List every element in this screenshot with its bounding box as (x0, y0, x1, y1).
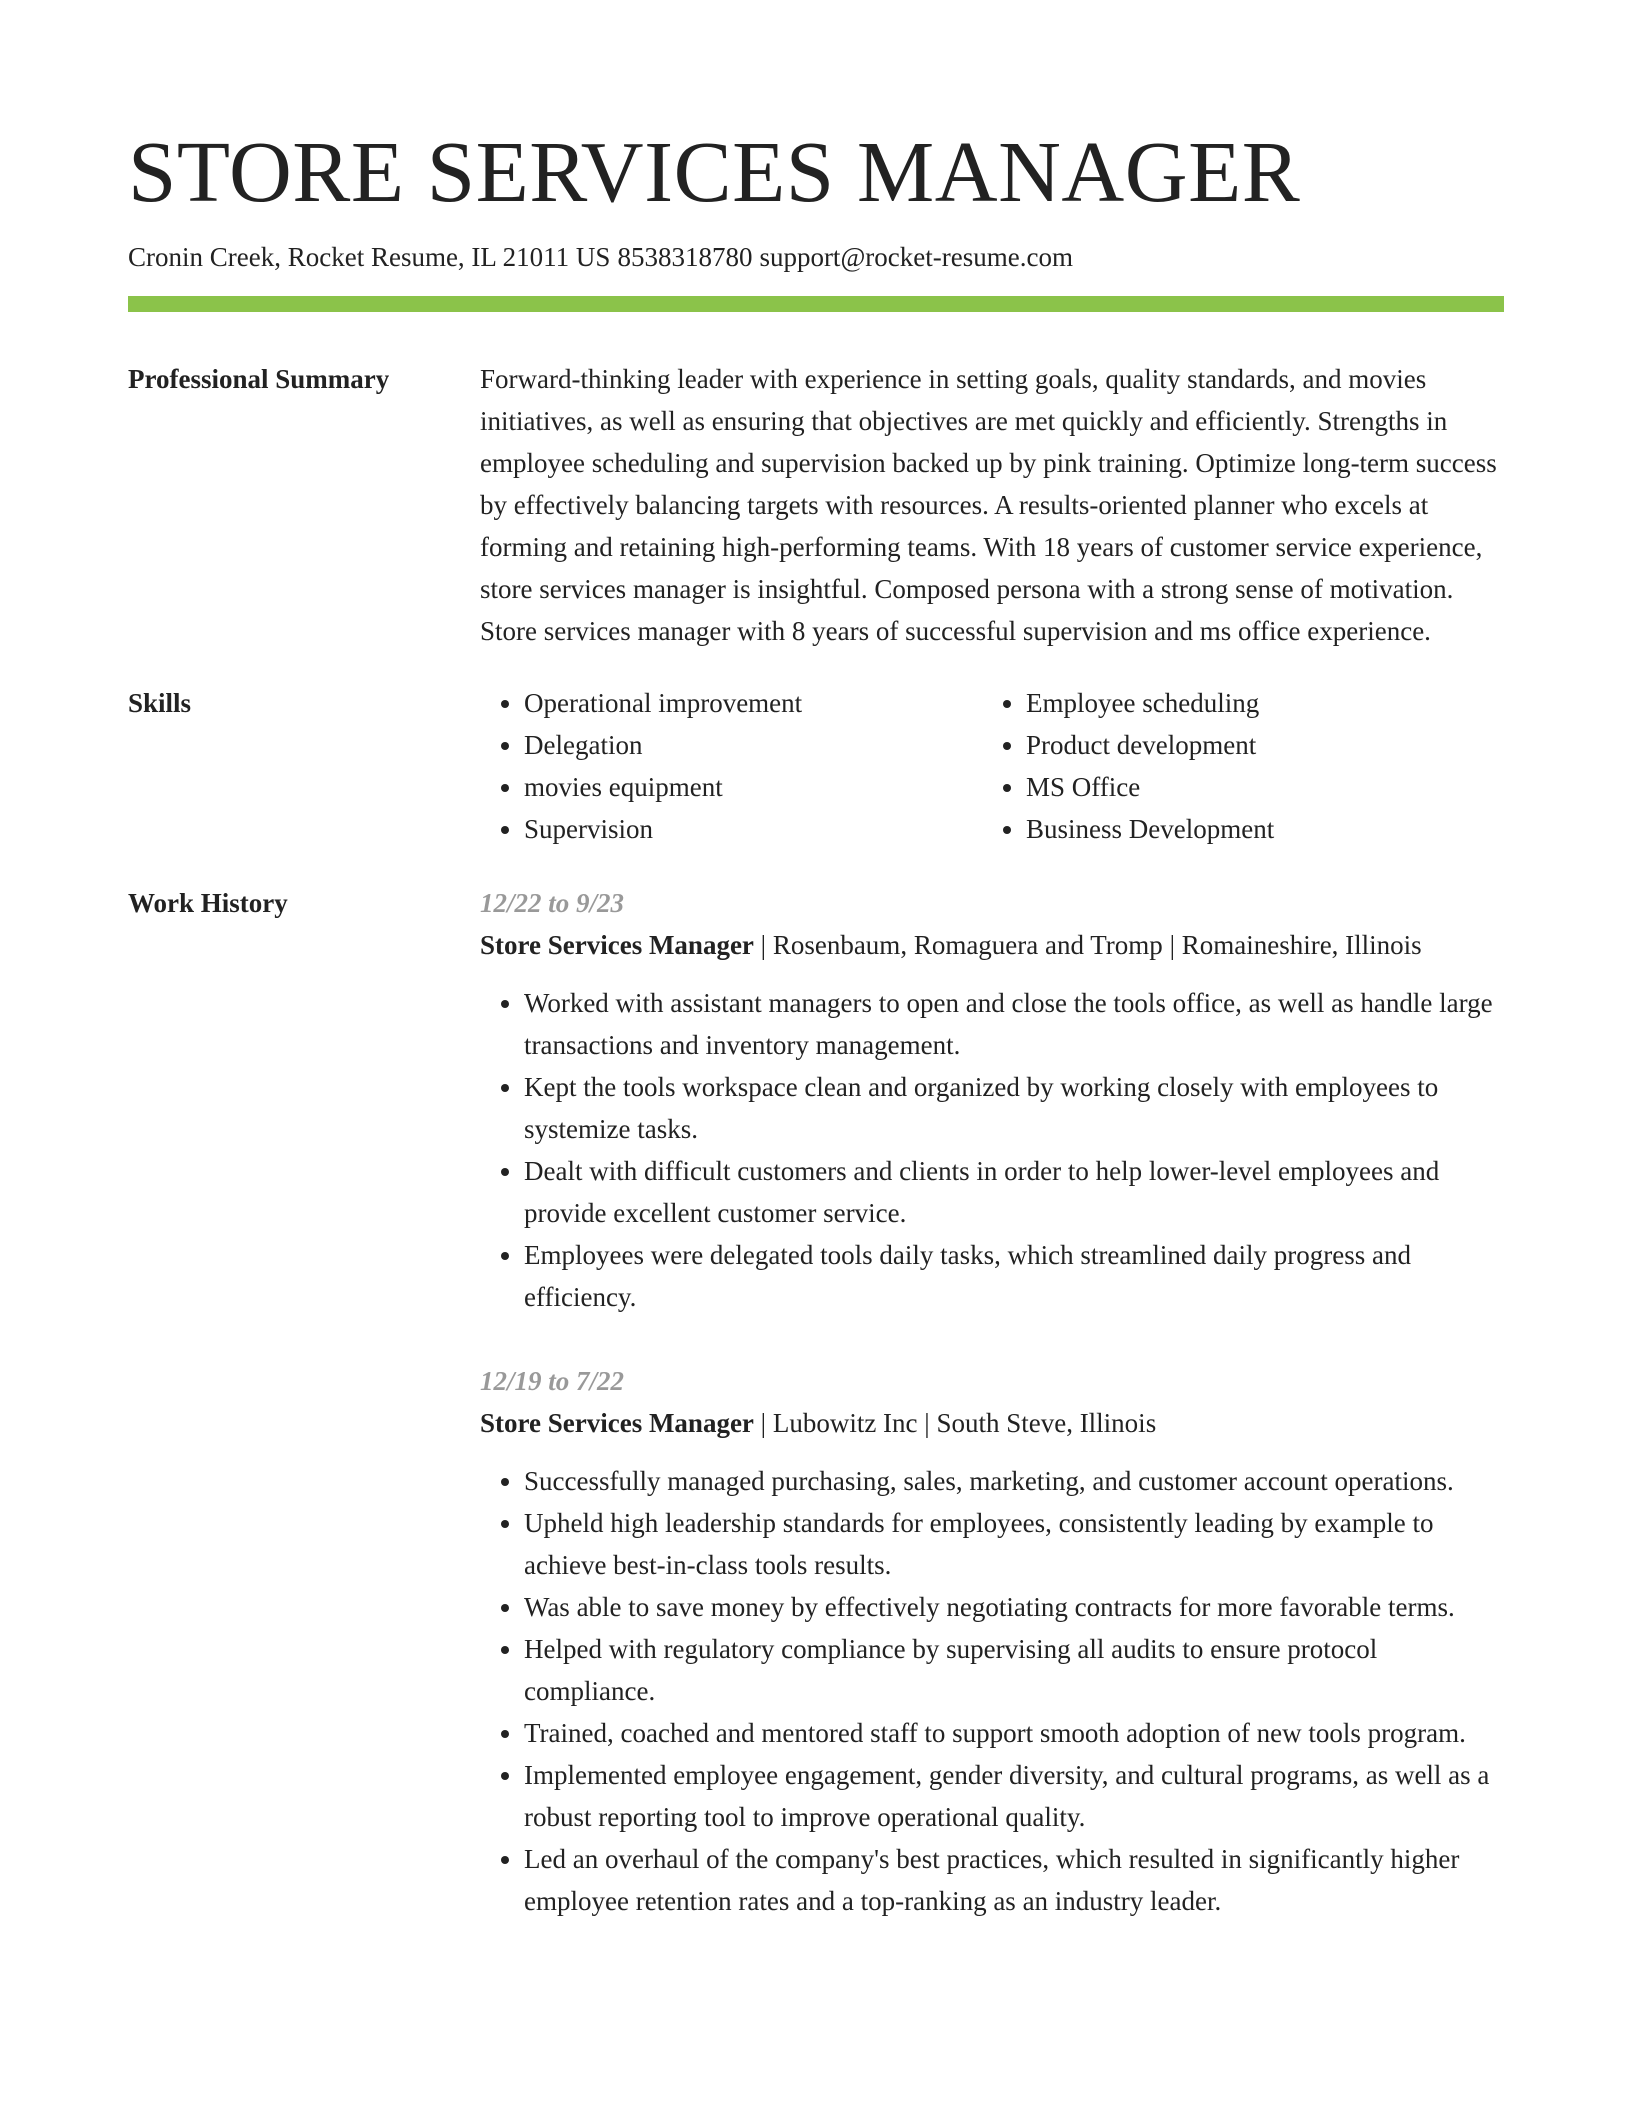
skills-list-left (480, 682, 982, 850)
resume-name: STORE SERVICES MANAGER (128, 123, 1301, 220)
job-company: Rosenbaum, Romaguera and Tromp (772, 930, 1163, 960)
job-title-line: Store Services Manager | Lubowitz Inc | South Steve, Illinois (480, 1408, 1157, 1438)
job-bullet-list (480, 1460, 1504, 1922)
job-location: Romaineshire, Illinois (1181, 930, 1422, 960)
skill-item: • Operational improvement (524, 682, 982, 724)
job-bullet: • Kept the tools workspace clean and organized by working closely with employees to systemize tasks. (524, 1066, 1504, 1150)
job-title: Store Services Manager (480, 1408, 754, 1438)
section-title-skills: Skills (128, 688, 192, 718)
job-title-line: Store Services Manager | Rosenbaum, Romaguera and Tromp | Romaineshire, Illinois (480, 930, 1422, 960)
job-location: South Steve, Illinois (936, 1408, 1157, 1438)
skills-body (480, 682, 1504, 850)
job-bullet: • Worked with assistant managers to open and close the tools office, as well as handle large transactions and inventory management. (524, 982, 1504, 1066)
skill-item: • Employee scheduling (1026, 682, 1504, 724)
job-dates: 12/22 to 9/23 (480, 888, 625, 918)
section-skills (128, 686, 1504, 850)
section-title-summary: Professional Summary (128, 364, 390, 394)
job-bullet: • Upheld high leadership standards for employees, consistently leading by example to achieve best-in-class tools results. (524, 1502, 1504, 1586)
job-entry (480, 882, 1504, 1318)
skill-item: • Delegation (524, 724, 982, 766)
job-bullet: • Implemented employee engagement, gender diversity, and cultural programs, as well as a robust reporting tool to improve operational quality. (524, 1754, 1504, 1838)
header-divider (128, 296, 1504, 312)
job-entry (480, 1360, 1504, 1922)
job-company: Lubowitz Inc (772, 1408, 918, 1438)
job-bullet: • Successfully managed purchasing, sales, marketing, and customer account operations. (524, 1460, 1504, 1502)
job-dates: 12/19 to 7/22 (480, 1366, 625, 1396)
skills-list-right (982, 682, 1504, 850)
job-bullet: • Employees were delegated tools daily tasks, which streamlined daily progress and efficiency. (524, 1234, 1504, 1318)
skill-item: • movies equipment (524, 766, 982, 808)
summary-body (480, 358, 1504, 652)
skill-item: • Product development (1026, 724, 1504, 766)
contact-email: support@rocket-resume.com (759, 242, 1073, 272)
skill-item: • Supervision (524, 808, 982, 850)
job-bullet: • Led an overhaul of the company's best practices, which resulted in significantly higher employee retention rates and a top-ranking as an industry leader. (524, 1838, 1504, 1922)
job-bullet: • Trained, coached and mentored staff to support smooth adoption of new tools program. (524, 1712, 1504, 1754)
work-history-body (480, 882, 1504, 1922)
job-bullet-list (480, 982, 1504, 1318)
contact-phone: 8538318780 (617, 242, 753, 272)
contact-line (128, 240, 1504, 274)
section-work-history (128, 886, 1504, 1922)
skill-item: • Business Development (1026, 808, 1504, 850)
contact-address: Cronin Creek, Rocket Resume, IL 21011 US (128, 242, 611, 272)
job-bullet: • Was able to save money by effectively negotiating contracts for more favorable terms. (524, 1586, 1504, 1628)
section-professional-summary (128, 362, 1504, 652)
job-bullet: • Dealt with difficult customers and clients in order to help lower-level employees and provide excellent customer service. (524, 1150, 1504, 1234)
job-title: Store Services Manager (480, 930, 754, 960)
skills-grid (480, 682, 1504, 850)
job-bullet: • Helped with regulatory compliance by supervising all audits to ensure protocol compliance. (524, 1628, 1504, 1712)
skill-item: • MS Office (1026, 766, 1504, 808)
section-title-work-history: Work History (128, 888, 288, 918)
summary-text: Forward-thinking leader with experience in setting goals, quality standards, and movies initiatives, as well as ensuring that objectives are met quickly and efficiently. Strengths in employee scheduling and supervision backed up by pink training. Optimize long-term success by effectively balancing targets with resources. A results-oriented planner who excels at forming and retaining high-performing teams. With 18 years of customer service experience, store services manager is insightful. Composed persona with a strong sense of motivation. Store services manager with 8 years of successful supervision and ms office experience. (480, 364, 1497, 646)
